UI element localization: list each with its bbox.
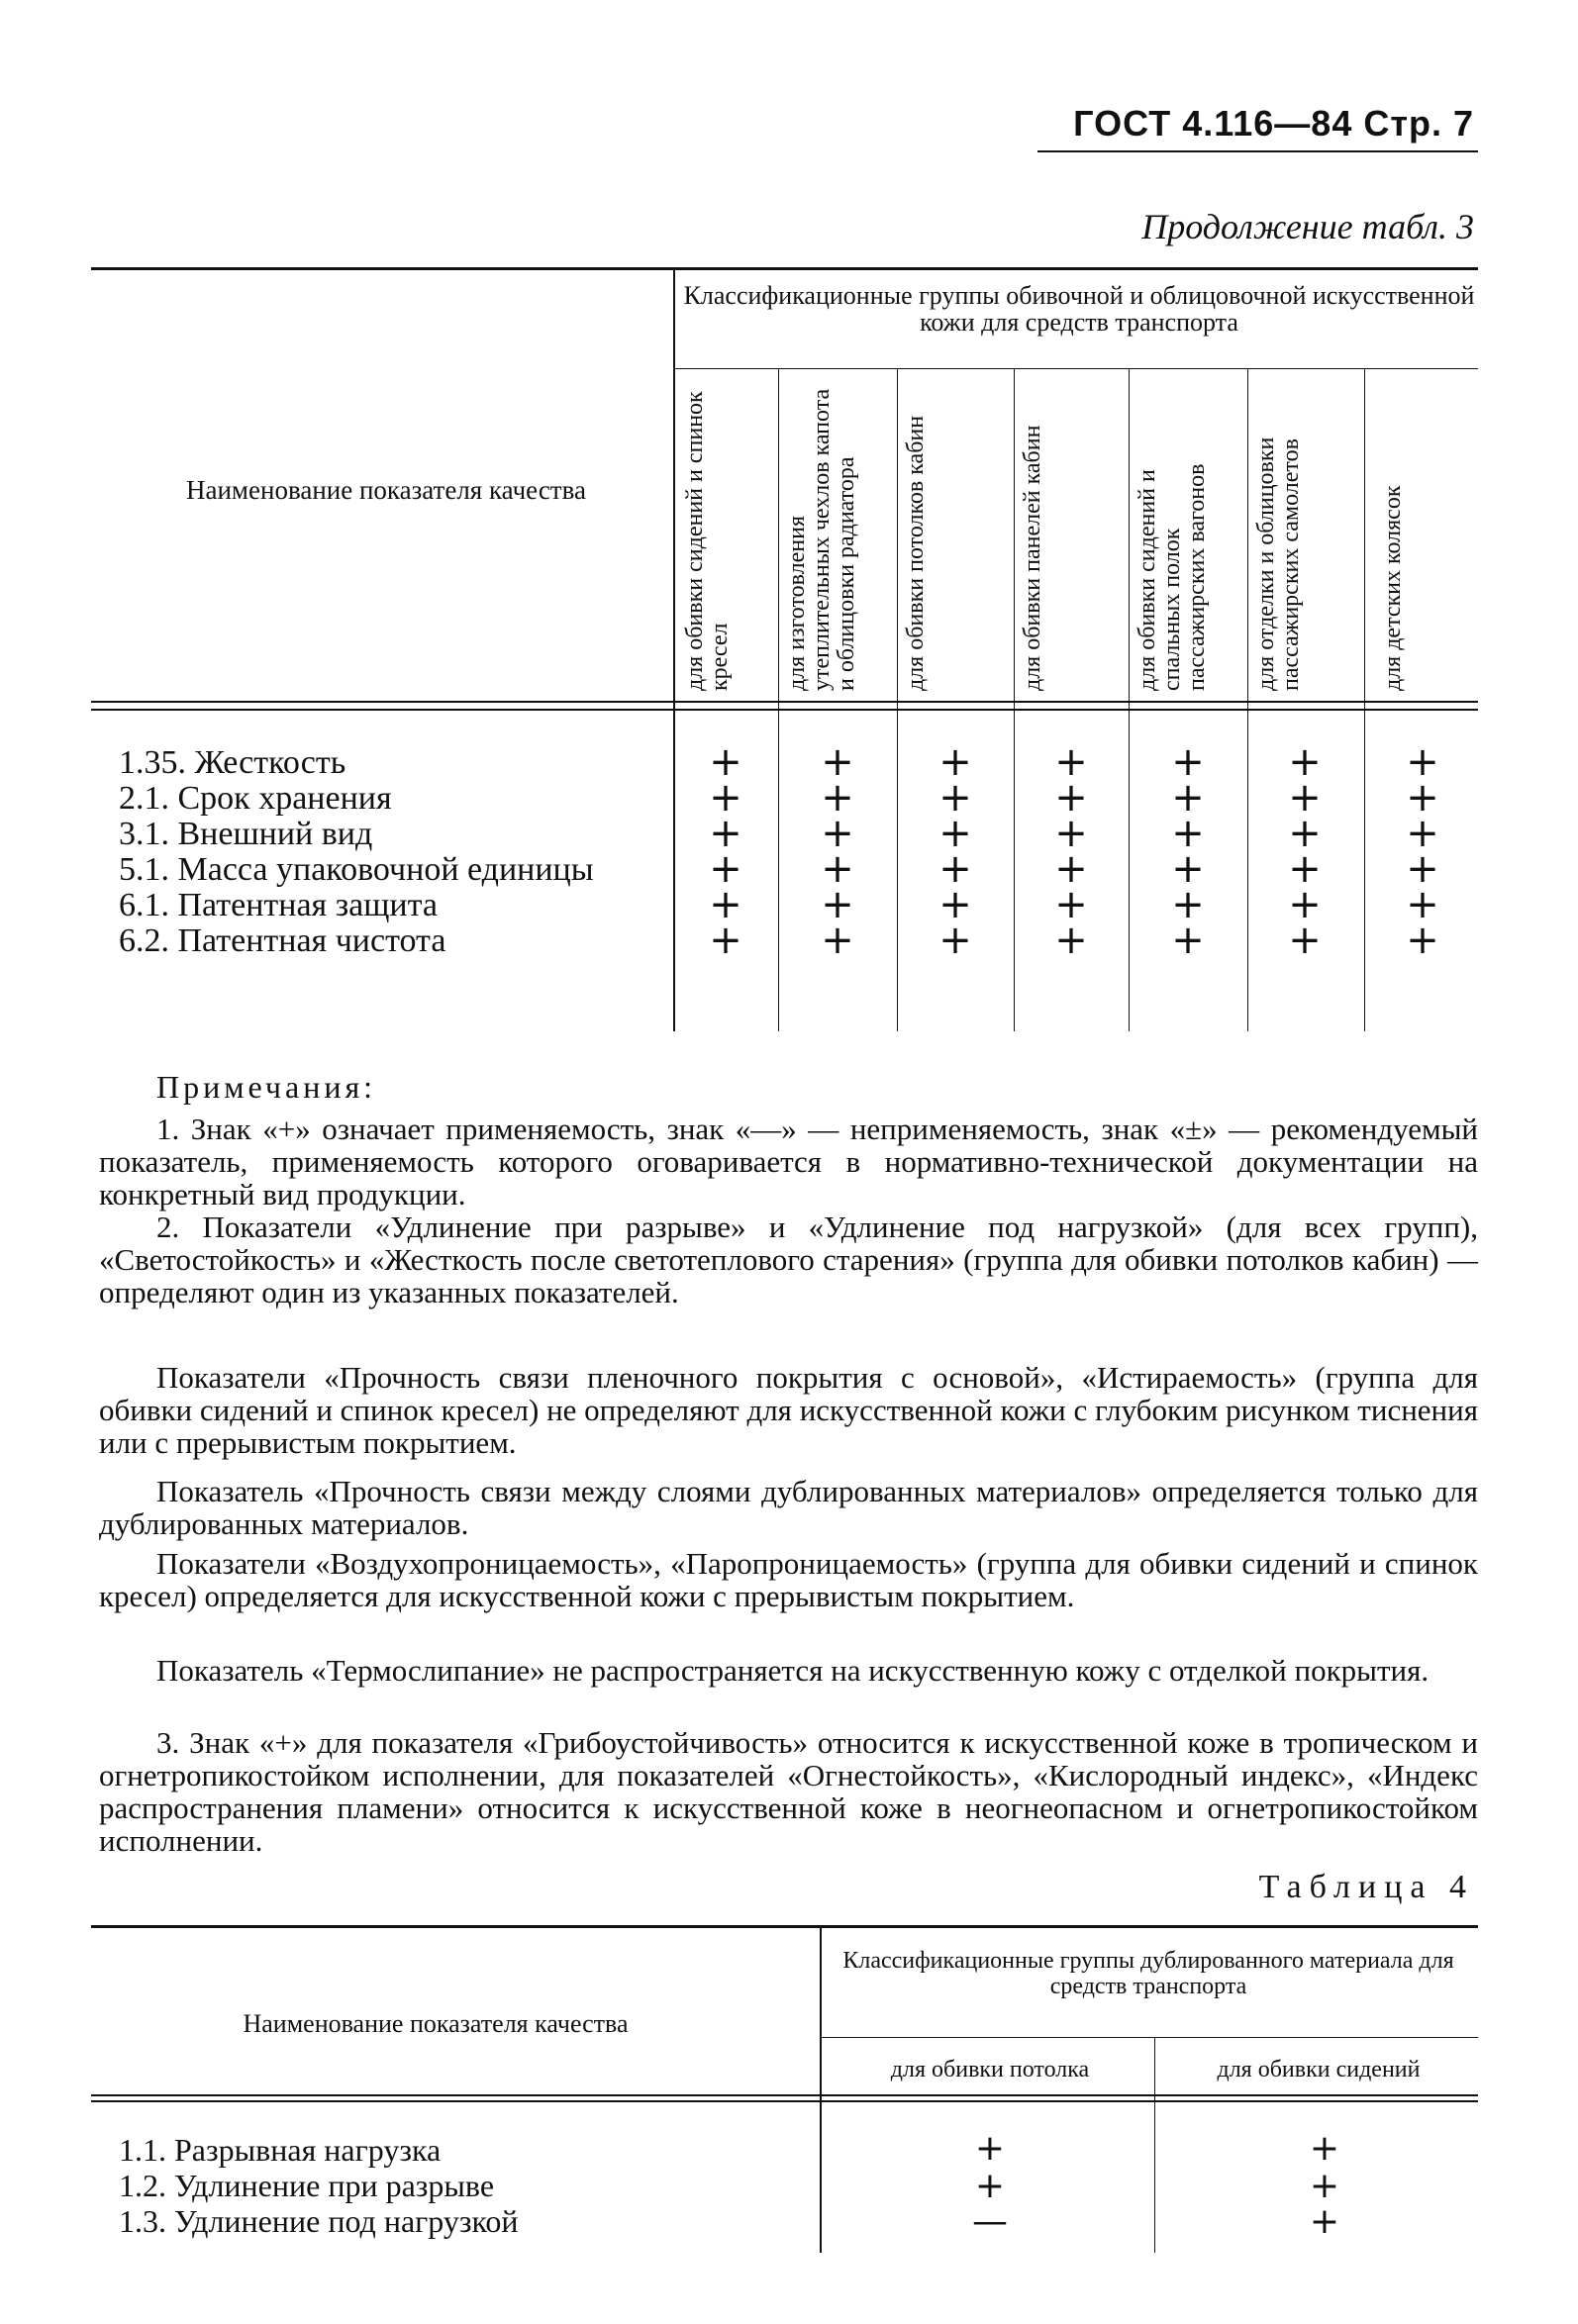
table-continuation-label: Продолжение табл. 3 [1141,207,1474,246]
note-paragraph: Показатели «Прочность связи пленочного покрытия с основой», «Истираемость» (группа для обивки сидений и спинок кресел) не определяют для искусственной кожи с глубоким рисунком тиснения или с прерывистым покрытием. [99,1360,1478,1460]
table-mark: + [821,811,854,856]
table-mark: + [1054,846,1088,892]
table-mark: + [821,846,854,892]
table-mark: + [821,918,854,963]
name-col-divider [673,269,675,1031]
table-mark: + [1406,811,1439,856]
table-row-label: 1.35. Жесткость [119,744,346,781]
header-bottom-rule [91,2100,1478,2102]
group-header: Классификационные группы дублированного материала для средств транспорта [842,1948,1454,1999]
table-mark: + [1288,846,1322,892]
column-header [904,384,1011,691]
table-mark: + [1309,2166,1340,2206]
col-divider [897,368,898,1031]
table-mark: + [1054,918,1088,963]
column-header [1381,384,1470,691]
col-divider [1364,368,1365,1031]
table-mark: + [709,739,742,785]
table-mark: + [1171,846,1205,892]
table-mark: + [1171,775,1205,821]
table-mark: + [1288,775,1322,821]
header-bottom-rule [91,709,1478,711]
table-row-label: 2.1. Срок хранения [119,780,392,817]
table-mark: + [1406,918,1439,963]
table-row-label: 6.1. Патентная защита [119,887,438,923]
table-mark: + [709,846,742,892]
table-mark: + [938,846,972,892]
column-header-text: для обивки панелей кабин [1020,425,1045,691]
name-column-header: Наименование показателя качества [186,475,586,505]
note-paragraph: 1. Знак «+» означает применяемость, знак «—» — неприменяемость, знак «±» — рекомендуемый показатель, применяемость которого оговаривается в нормативно-технической документации на конкретный вид продукции. [99,1112,1478,1211]
table-mark: + [1054,882,1088,927]
table-mark: + [1406,846,1439,892]
table-mark: + [1406,882,1439,927]
group-header-rule [675,368,1478,369]
table-mark: + [938,811,972,856]
table-mark: + [938,918,972,963]
header-bottom-rule [91,2094,1478,2096]
column-header [785,384,892,691]
table-row-label: 5.1. Масса упаковочной единицы [119,851,594,888]
note-paragraph: 2. Показатели «Удлинение при разрыве» и «Удлинение под нагрузкой» (для всех групп), «Светостойкость» и «Жесткость после светотеплового старения» (группа для обивки потолков кабин) — определяют один из указанных показателей. [99,1210,1478,1309]
table-mark: + [974,2128,1006,2169]
table-top-rule [91,267,1478,270]
column-header-text: для отделки и облицовки пассажирских самолетов [1253,436,1304,691]
table-mark: + [821,775,854,821]
table-mark: + [1054,739,1088,785]
table-mark: + [1171,739,1205,785]
table-mark: + [1288,811,1322,856]
table-row-label: 1.3. Удлинение под нагрузкой [119,2203,519,2239]
page-header: ГОСТ 4.116—84 Стр. 7 [1073,103,1474,144]
col-divider [1247,368,1248,1031]
column-header-text: для обивки сидений и спальных полок пассажирских вагонов [1134,463,1210,691]
table-top-rule [91,1925,1478,1928]
header-bottom-rule [91,701,1478,703]
column-header [1135,384,1244,691]
col-divider [1154,2037,1155,2253]
table-mark: + [1171,918,1205,963]
note-paragraph: 3. Знак «+» для показателя «Грибоустойчивость» относится к искусственной коже в тропическом и огнетропикостойком исполнении, для показателей «Огнестойкость», «Кислородный индекс», «Индекс распространения пламени» относится к искусственной коже в неогнеопасном и огнетропикостойком исполнении. [99,1725,1478,1858]
table-row-label: 6.2. Патентная чистота [119,922,446,959]
note-paragraph: Показатель «Прочность связи между слоями дублированных материалов» определяется только для дублированных материалов. [99,1474,1478,1541]
table-mark: + [1288,918,1322,963]
column-header-text: для изготовления утеплительных чехлов капота и облицовки радиатора [784,388,859,691]
table-mark: + [821,882,854,927]
column-header-text: для обивки сидений и спинок кресел [682,391,733,691]
column-header [683,384,772,691]
notes-heading: Примечания: [156,1069,377,1105]
note-paragraph: Показатели «Воздухопроницаемость», «Паропроницаемость» (группа для обивки сидений и спинок кресел) определяется для искусственной кожи с прерывистым покрытием. [99,1546,1478,1613]
table-mark: + [1288,739,1322,785]
column-header: для обивки сидений [1217,2057,1421,2082]
header-rule [1037,150,1478,152]
col-divider [1129,368,1130,1031]
table-mark: + [1406,739,1439,785]
table-mark: + [821,739,854,785]
table-mark: + [1054,775,1088,821]
table-mark: + [938,739,972,785]
table-row-label: 1.1. Разрывная нагрузка [119,2132,442,2168]
table-mark: — [972,2201,1008,2242]
table-mark: + [1171,882,1205,927]
table-mark: + [709,775,742,821]
group-header: Классификационные группы обивочной и облицовочной искусственной кожи для средств транспорта [683,281,1475,337]
table-mark: + [938,775,972,821]
column-header-text: для детских колясок [1380,485,1406,691]
column-header-text: для обивки потолков кабин [903,415,929,691]
group-header-rule [822,2037,1478,2038]
table-mark: + [938,882,972,927]
table-row-label: 1.2. Удлинение при разрыве [119,2168,495,2203]
table-mark: + [1309,2201,1340,2242]
note-paragraph: Показатель «Термослипание» не распространяется на искусственную кожу с отделкой покрытия. [156,1653,1430,1688]
table-mark: + [1309,2128,1340,2169]
table-mark: + [709,918,742,963]
column-header [1254,384,1361,691]
col-divider [1014,368,1015,1031]
name-column-header: Наименование показателя качества [243,2009,629,2038]
table-mark: + [974,2166,1006,2206]
column-header: для обивки потолка [890,2057,1090,2082]
table-4-label: Таблица 4 [1258,1869,1474,1905]
table-mark: + [1406,775,1439,821]
column-header [1021,384,1125,691]
table-mark: + [709,811,742,856]
table-row-label: 3.1. Внешний вид [119,816,373,852]
table-mark: + [1171,811,1205,856]
col-divider [778,368,779,1031]
table-mark: + [709,882,742,927]
table-mark: + [1054,811,1088,856]
table-mark: + [1288,882,1322,927]
